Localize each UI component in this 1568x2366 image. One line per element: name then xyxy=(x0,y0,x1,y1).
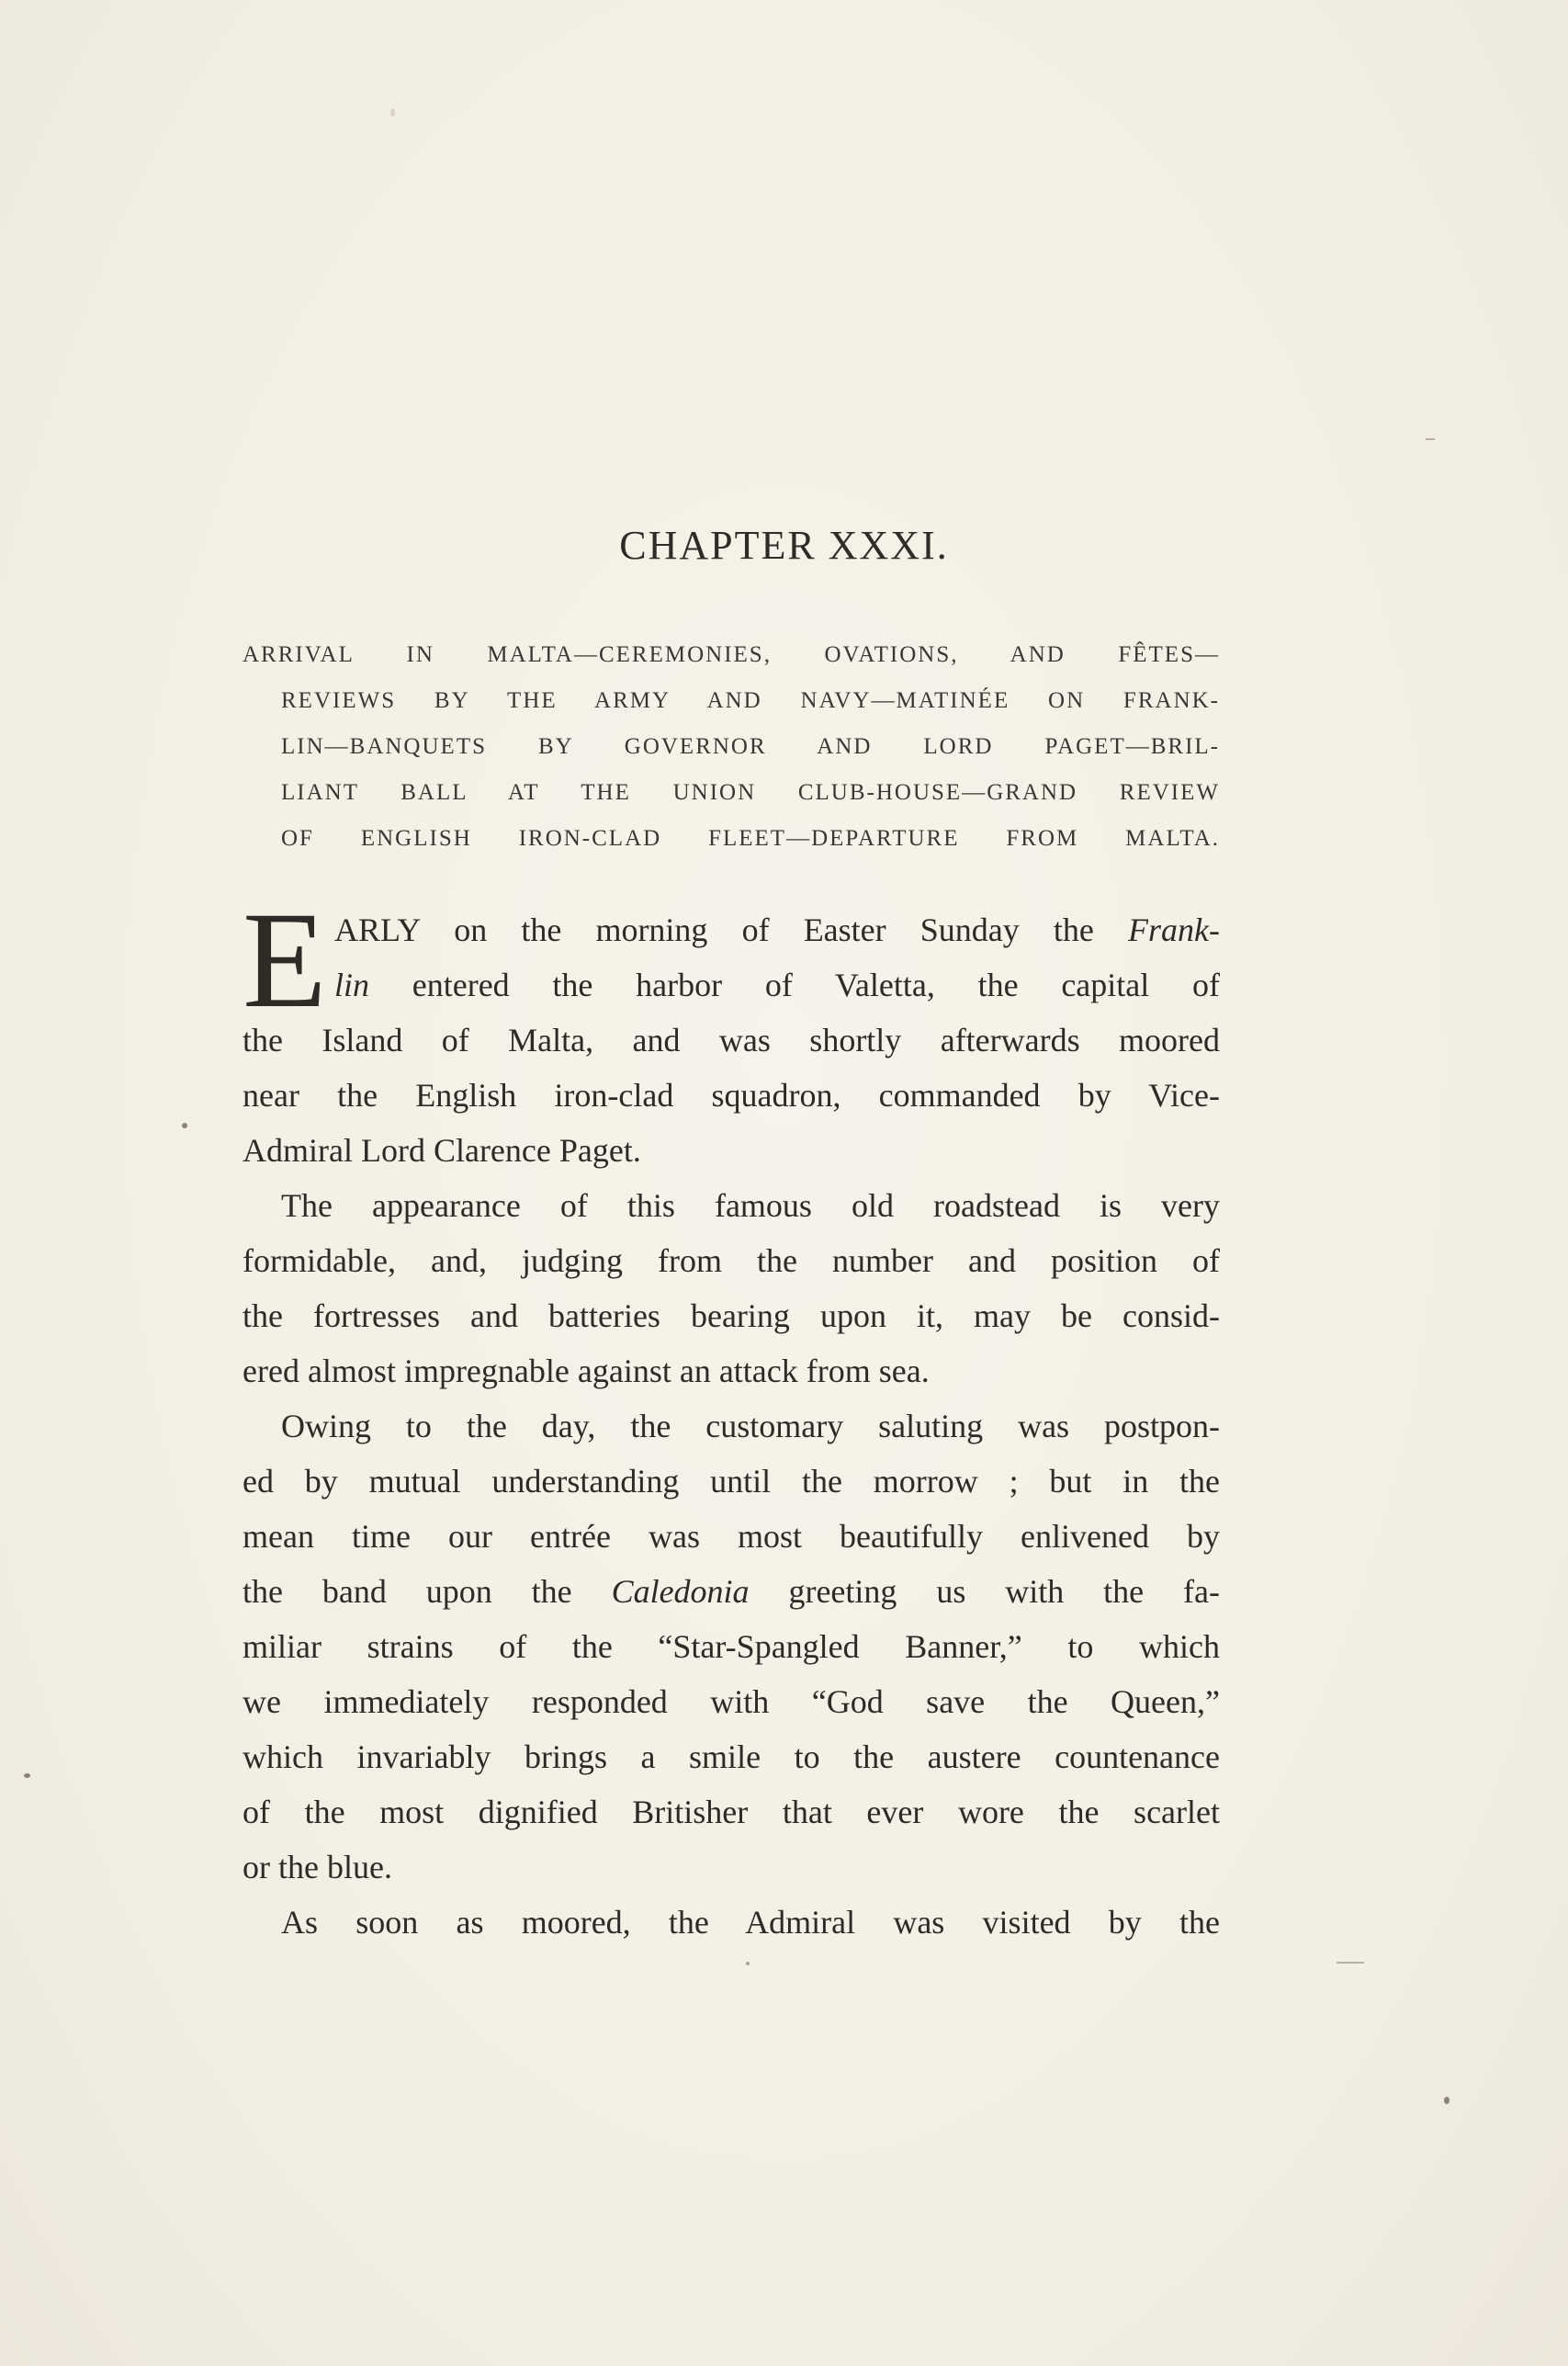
summary-line: LIN—BANQUETS BY GOVERNOR AND LORD PAGET—BRIL- xyxy=(281,734,1220,759)
text-line: Admiral Lord Clarence Paget. xyxy=(243,1132,641,1169)
paper-speck xyxy=(746,1962,750,1965)
text-line xyxy=(243,957,1220,1013)
text-line: ed by mutual understanding until the morrow ; but in the xyxy=(243,1463,1220,1500)
text-line xyxy=(243,1564,1220,1619)
summary-line: REVIEWS BY THE ARMY AND NAVY—MATINÉE ON FRANK- xyxy=(281,688,1220,713)
drop-cap-letter: E xyxy=(243,884,327,1036)
text-line: the Island of Malta, and was shortly afterwards moored xyxy=(243,1022,1220,1058)
text-span: entered the harbor of Valetta, the capital of xyxy=(369,967,1220,1003)
text-line: miliar strains of the “Star-Spangled Banner,” to which xyxy=(243,1628,1220,1665)
chapter-title: CHAPTER XXXI. xyxy=(619,523,949,568)
paper-speck xyxy=(390,108,395,117)
ship-name-caledonia: Caledonia xyxy=(611,1573,750,1610)
paper-speck xyxy=(24,1773,30,1778)
ship-name-franklin: lin xyxy=(334,967,370,1003)
paper-speck xyxy=(182,1123,187,1128)
edge-mark xyxy=(1426,438,1435,440)
chapter-summary xyxy=(243,632,1220,862)
paper-speck xyxy=(1444,2097,1450,2104)
text-line: As soon as moored, the Admiral was visited by the xyxy=(281,1904,1220,1941)
text-line: ered almost impregnable against an attack from sea. xyxy=(243,1353,930,1389)
edge-mark xyxy=(1337,1962,1364,1964)
text-line: which invariably brings a smile to the austere countenance xyxy=(243,1738,1220,1775)
text-span: the band upon the xyxy=(243,1573,612,1610)
text-line: mean time our entrée was most beautifully enlivened by xyxy=(243,1518,1220,1555)
text-line xyxy=(243,902,1220,957)
text-line: Owing to the day, the customary saluting was postpon- xyxy=(281,1408,1220,1444)
text-line: the fortresses and batteries bearing upon it, may be consid- xyxy=(243,1297,1220,1334)
text-line: we immediately responded with “God save the Queen,” xyxy=(243,1683,1220,1720)
text-line: The appearance of this famous old roadstead is very xyxy=(281,1187,1220,1224)
summary-line: ARRIVAL IN MALTA—CEREMONIES, OVATIONS, AND FÊTES— xyxy=(243,642,1220,667)
text-line: or the blue. xyxy=(243,1849,392,1885)
text-span: greeting us with the fa- xyxy=(749,1573,1220,1610)
text-line: near the English iron-clad squadron, commanded by Vice- xyxy=(243,1077,1220,1114)
text-span: ARLY on the morning of Easter Sunday the xyxy=(334,911,1129,948)
ship-name-franklin: Frank- xyxy=(1128,911,1220,948)
body-text xyxy=(243,884,1220,1950)
text-line: formidable, and, judging from the number and position of xyxy=(243,1242,1220,1279)
text-line: of the most dignified Britisher that ever wore the scarlet xyxy=(243,1794,1220,1830)
summary-line: OF ENGLISH IRON-CLAD FLEET—DEPARTURE FROM MALTA. xyxy=(281,826,1220,851)
summary-line: LIANT BALL AT THE UNION CLUB-HOUSE—GRAND REVIEW xyxy=(281,780,1220,805)
